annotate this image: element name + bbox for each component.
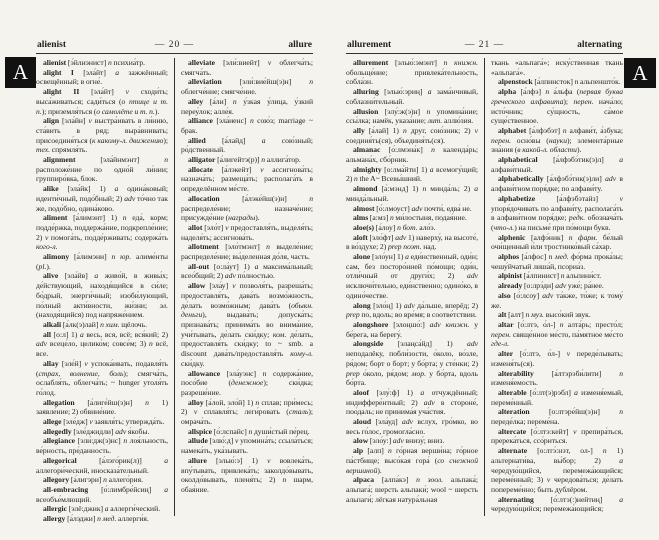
headword: alike	[43, 184, 59, 194]
headword: allegation	[43, 397, 75, 407]
dictionary-entry: alter [о́:лтэ, о́л-] v переде́лывать; изменя́ть(ся).	[491, 349, 623, 368]
headword: alleviate	[188, 58, 215, 67]
dictionary-entry: alike [эла́йк] 1) a одина́ковый; иденти́чный, подо́бный; 2) adv то́чно так же, подо́бно, одина́ково.	[36, 184, 168, 213]
column-rule	[174, 58, 175, 516]
dictionary-entry: allocate [а́лэкейт] v ассигнова́ть; назнача́ть; размеща́ть; располага́ть в определённом ме́сте.	[181, 164, 314, 194]
dictionary-entry: alight II [эла́йт] v сходи́ть; выса́живаться; сади́ться (о птице и т. п.); приземля́ться (о самолёте и т. п.).	[36, 87, 169, 116]
dictionary-entry: align [эла́йн] v выстра́ивать в ли́нию, ста́вить в ряд; выра́внивать; присоединя́ться (к какому-л. движению); тех. спрямля́ть.	[36, 116, 168, 155]
headword: alternate	[498, 446, 528, 456]
dictionary-entry: allure [элью́:э] 1) v вовлека́ть, впу́тывать, привлека́ть; заколдо́вывать, околдо́вывать, пленя́ть; 2) n шарм, обая́ние.	[181, 455, 313, 494]
text-column	[491, 58, 623, 516]
dictionary-entry: allege [эле́дж] v заявля́ть; утвержда́ть.	[43, 417, 165, 427]
headword: alp	[353, 446, 364, 456]
dictionary-entry: altercate [о́:лтэ:кейт] v препира́ться, пререка́ться, ссо́риться.	[491, 426, 623, 446]
headword: allergy	[43, 514, 66, 524]
headword: allay	[43, 358, 59, 368]
headword: already	[498, 281, 523, 291]
headword: alive	[43, 271, 59, 281]
headword: allegorical	[43, 455, 77, 465]
dictionary-entry: along [эло́ң] 1) adv да́льше, вперёд; 2) prep по, вдоль; во вре́мя; в соотве́тствии.	[346, 300, 478, 320]
dictionary-entry: alongside [элаңса́йд] 1) adv неподалёку, побли́зости, о́коло, во́зле, ря́дом; борт о борт; у бо́рта; у сте́нки; 2) prep о́коло, ря́дом; мор. у бо́рта, вдоль бо́рта.	[346, 339, 479, 388]
headword: align	[43, 116, 60, 126]
headword: allure	[188, 455, 207, 465]
headword: alpenstock	[498, 77, 533, 87]
margin-letter-tab-left	[5, 57, 36, 88]
headword: all	[43, 329, 52, 339]
dictionary-entry: alligator [а́лигейтэ(р)] n аллига́тор.	[188, 155, 301, 165]
headword: alphabetize	[498, 193, 536, 203]
headword: alleviation	[188, 77, 222, 87]
headword: alpha	[498, 87, 517, 97]
dictionary-entry: alterable [о́:лт(э)рэбл] a изменя́емый, переме́нный.	[491, 387, 624, 407]
dictionary-entry: allot [эло́т] v предоставля́ть, выделя́ть; наделя́ть; ассигнова́ть.	[181, 222, 313, 242]
dictionary-entry: almond [а́:мэнд] 1) n минда́ль; 2) a минда́льный.	[346, 184, 478, 203]
headword: allurement	[353, 58, 389, 67]
headword: aliment	[43, 213, 68, 223]
headword: alongside	[353, 339, 384, 349]
dictionary-entry: alienist [э́йлиэнист] n психиа́тр.	[43, 58, 146, 67]
margin-letter: A	[12, 60, 29, 84]
dictionary-entry: allusion [элу́:ж(э)н] n упомина́ние; ссы́лка; намёк, указа́ние; лит. аллю́зия.	[346, 106, 479, 126]
headword: aloft	[353, 232, 368, 242]
headword: allocation	[188, 193, 220, 203]
headword: ally	[353, 125, 365, 135]
running-head	[346, 40, 623, 54]
headword: alt	[498, 310, 507, 320]
headword: alpaca	[353, 475, 375, 485]
dictionary-entry: alpha [а́лфэ] n а́льфа (первая буква греческого алфавита); перен. нача́ло; исто́чник; су́щность, са́мое суще́ственное.	[491, 87, 624, 126]
dictionary-entry: alliance [эла́иенс] n сою́з; marriage ~ брак.	[181, 116, 313, 135]
dictionary-entry: already [о:лрэ́ди] adv уже́; ра́нее.	[498, 281, 604, 291]
guide-word-first: allurement	[347, 40, 392, 50]
dictionary-entry: all [о:л] 1) a весь, вся, всё; вся́кий; 2) adv всеце́ло, целико́м; совсе́м; 3) n всё, все.	[36, 329, 169, 359]
headword: alignment	[43, 155, 76, 165]
dictionary-entry: allegiance [эли́:дж(э)нс] n лоя́льность, ве́рность, пре́данность.	[36, 436, 169, 456]
headword: aloe(s)	[353, 222, 375, 232]
dictionary-entry: all-out [о:ла́ут] 1) a максима́льный; всео́бщий; 2) adv по́лностью.	[181, 261, 313, 281]
guide-word-last: allure	[288, 40, 312, 50]
dictionary-entry: allow [эла́у] v позволя́ть, разреша́ть; предоставля́ть, дава́ть возмо́жность, де́лать возмо́жным; дава́ть (обыкн. деньги), выдава́ть; допуска́ть; признава́ть; принима́ть во внима́ние, учи́тывать, де́лать ски́дку; ком. де́лать, предоставля́ть ски́дку; to ~ smb. a discount дава́ть/предоставля́ть кому-л. ски́дку.	[181, 281, 314, 368]
dictionary-entry: almost [о́:лмоуст] adv почти́, едва́ не.	[353, 203, 472, 213]
dictionary-entry: aloe(s) [а́лоу] n бот. ало́э.	[353, 222, 436, 232]
dictionary-entry: allocation [а́лэке́йш(э)н] n распределе́ние; назначе́ние; присужде́ние (награды).	[181, 193, 314, 223]
headword: alphabet	[498, 125, 527, 135]
page-body	[36, 58, 314, 524]
headword: all-embracing	[43, 484, 89, 494]
dictionary-page-right	[346, 40, 623, 516]
headword: allege	[43, 417, 62, 427]
headword: alter	[498, 349, 514, 359]
headword: almanac	[353, 145, 381, 155]
dictionary-entry: almanac [о́:лмэна́к] n календа́рь; альмана́х, сбо́рник.	[346, 145, 479, 165]
headword: alow	[353, 436, 369, 446]
dictionary-entry: ally [а́лай] 1) n друг, сою́зник; 2) v соединя́ть(ся), объединя́ть(ся).	[346, 125, 478, 145]
dictionary-entry: alp [алп] n го́рная верши́на; го́рное па́стбище; высо́кая гора́ (со снежной вершиной).	[346, 446, 479, 475]
dictionary-entry: alteration [о:лтэре́йш(э)н] n переде́лка; переме́на.	[491, 407, 623, 427]
headword: allegiance	[43, 436, 76, 446]
column-rule	[484, 58, 485, 516]
headword: altercate	[498, 426, 527, 436]
headword: almond	[353, 184, 378, 194]
dictionary-entry: alpaca [алпа́кэ] n зоол. альпака́; альпага́; шерсть альпаки́; wool ~ шерсть альпаги́; лёгкая натура́льная	[346, 475, 478, 504]
headword: alloy	[188, 397, 204, 407]
headword: alkali	[43, 319, 62, 329]
headword: also	[498, 290, 511, 300]
headword: alongshore	[353, 319, 389, 329]
dictionary-entry: alleviate [эли́:виейт] v облегча́ть; смягча́ть.	[181, 58, 313, 77]
entry-continuation: ткань «альпага́»; иску́ственная ткань «альпага́».	[491, 58, 623, 77]
headword: allergic	[43, 504, 68, 514]
headword: alphabetical	[498, 155, 538, 165]
headword: alphos	[498, 252, 520, 262]
headword: almighty	[353, 164, 382, 174]
dictionary-entry: alternate [о:лтэ́:нэт, ол-] n 1) альтернати́ва, вы́бор; 2) a чередую́щийся, перемежа́ющийся; переме́нный; 3) v чередова́ться; де́лать попереме́нно; быть дублёром.	[491, 446, 624, 494]
dictionary-page-left	[36, 40, 314, 524]
dictionary-entry: alphabetize [а́лфэбэтайз] v упоря́дочивать по алфави́ту, располага́ть в алфави́тном поря́дке; редк. обознача́ть (что-л.) на письме́ при по́мощи букв.	[491, 193, 624, 232]
dictionary-entry: alive [эла́йв] a живо́й, в живы́х; де́йствующий, находя́щийся в си́ле; бо́дрый, энерги́чный; изоби́лующий, по́лный акти́вности, жи́зни; эл. (находя́щийся) под напряже́нием.	[36, 271, 168, 320]
dictionary-entry: alloy [а́лой, эло́й] 1) n сплав; при́месь; 2) v сплавля́ть; леги́ровать (сталь); омрача́ть.	[181, 397, 313, 427]
dictionary-entry: allegory [а́лигэри] n аллего́рия.	[43, 475, 143, 485]
dictionary-entry: allegedly [эле́джидли] adv я́кобы.	[43, 426, 150, 436]
headword: almost	[353, 203, 375, 213]
dictionary-entry: alpinist [а́лпинист] n альпини́ст.	[498, 271, 602, 281]
dictionary-entry: allied [а́лайд] a сою́зный; ро́дственный.	[181, 135, 313, 155]
dictionary-entry: alight I [эла́йт] a зажжённый; освещённый; в огне́.	[36, 67, 168, 87]
text-column	[36, 58, 169, 524]
headword: alphenic	[498, 232, 526, 242]
dictionary-entry: allowance [эла́уэнс] n содержа́ние, посо́бие (денежное); ски́дка; разреше́ние.	[181, 368, 313, 397]
headword: allow	[188, 281, 206, 291]
headword: allowance	[188, 368, 221, 378]
guide-word-last: alternating	[577, 40, 622, 50]
headword: allude	[188, 436, 208, 446]
dictionary-entry: alpenstock [а́лпинсток] n альпеншто́к.	[498, 77, 621, 87]
dictionary-entry: alphabetically [а́лфэбэ́тик(э)ли] adv в алфави́тном поря́дке; по алфави́ту.	[491, 174, 623, 194]
headword: alone	[353, 252, 371, 262]
dictionary-entry: aloft [эло́фт] adv 1) наверху́, на высоте́, в во́здухе; 2) prep поэт. над.	[346, 232, 478, 252]
dictionary-entry: all-embracing [о́:лимбре́йсиң] a всеобъе́млющий.	[36, 484, 168, 504]
headword: alienist	[43, 58, 67, 67]
dictionary-entry: allurement [элью́:эмэнт] n книжн. обольще́ние; привлека́тельность, собла́зн.	[346, 58, 478, 87]
headword: alligator	[188, 155, 216, 165]
headword: alternating	[498, 494, 534, 504]
headword: alms	[353, 213, 369, 223]
headword: aloof	[353, 387, 370, 397]
headword: alight I	[43, 67, 74, 77]
headword: allotment	[188, 242, 219, 252]
headword: along	[353, 300, 371, 310]
dictionary-entry: alphabet [а́лфэбэт] n алфави́т, а́збука; перен. осно́вы (науки); элемента́рные зна́ния (в какой-л. области).	[491, 125, 624, 155]
dictionary-entry: alms [а:мз] n ми́лостыня, подая́ние.	[353, 213, 467, 223]
margin-letter-tab-right	[624, 58, 656, 88]
headword: alley	[188, 96, 204, 106]
headword: allied	[188, 135, 206, 145]
dictionary-entry: aloof [элу́:ф] 1) a отчуждённый; индиффере́нтный; 2) adv в стороне́, поо́даль; не принима́я уча́стия.	[346, 387, 479, 417]
dictionary-entry: alkali [а́лк(э)лай] n хим. щёлочь.	[43, 319, 147, 329]
dictionary-entry: allotment [эло́тмэнт] n выделе́ние; распределе́ние; вы́деленная до́ля, часть.	[181, 242, 314, 262]
headword: aloud	[353, 417, 372, 427]
headword: allegedly	[43, 426, 72, 436]
headword: allot	[188, 222, 203, 232]
dictionary-entry: alone [эло́ун] 1) a еди́нственный, оди́н; сам, без посторо́нней по́мощи; оди́н, отли́чный от други́х; 2) adv исключи́тельно, еди́нственно; одино́ко, в одино́честве.	[346, 252, 479, 300]
page-number: — 21 —	[464, 40, 505, 50]
headword: allusion	[353, 106, 379, 116]
dictionary-entry: aliment [а́лимэнт] 1) n еда́, корм; подде́ржка, поддержа́ние, подкрепле́ние; 2) v помога́ть, подде́рживать; содержа́ть кого-л.	[36, 213, 168, 252]
dictionary-entry: allegation [а́лиге́йш(э)н] n 1) заявле́ние; 2) обвине́ние.	[36, 397, 168, 417]
headword: altar	[498, 319, 514, 329]
headword: alpinist	[498, 271, 523, 281]
dictionary-entry: aloud [эла́уд] adv вслух, гро́мко, во весь го́лос, громогла́сно.	[346, 417, 478, 436]
dictionary-entry: alternating [о́:лтэ(:)нейтиң] a чередую́щийся; перемежа́ющийся;	[491, 494, 623, 514]
dictionary-entry: alleviation [эли́:вие́йш(э)н] n облегче́ние; смягче́ние.	[181, 77, 313, 97]
text-column	[181, 58, 313, 516]
dictionary-entry: alterability [а́лтэрэби́лити] n изменя́емость.	[491, 368, 623, 388]
dictionary-entry: allergy [а́лэджи] n мед. аллерги́я.	[43, 514, 149, 524]
headword: all-out	[188, 261, 210, 271]
dictionary-entry: alley [а́ли] n у́зкая у́лица, у́зкий переу́лок; алле́я.	[181, 96, 314, 116]
dictionary-entry: alow [эло́у:] adv внизу́; вниз.	[353, 436, 445, 446]
page-number: — 20 —	[154, 40, 195, 50]
headword: alphabetically	[498, 174, 544, 184]
margin-letter: A	[632, 60, 648, 85]
dictionary-entry: allspice [о́:лспайс] n души́стый пе́рец.	[188, 426, 310, 436]
headword: alteration	[498, 407, 530, 417]
running-head	[36, 40, 313, 54]
text-column	[346, 58, 478, 516]
headword: allegory	[43, 475, 70, 485]
dictionary-entry: also [о́:лсоу] adv та́кже, то́же; к тому́ же.	[491, 290, 623, 310]
headword: allspice	[188, 426, 213, 436]
page-body	[346, 58, 623, 516]
dictionary-entry: alimony [а́лимэни] n юр. алиме́нты (pl.).	[36, 252, 168, 271]
dictionary-entry: alphos [а́лфос] n мед. фо́рма прока́зы; чешу́йчатый лиша́й, псориа́з.	[491, 252, 624, 271]
dictionary-entry: alluring [элью́:эриң] a зама́нчивый, соблазни́тельный.	[346, 87, 478, 106]
headword: alterability	[498, 368, 534, 378]
dictionary-entry: almighty [о:лма́йти] 1) a всемогу́щий; 2) n the A~ Всевы́шний.	[346, 164, 479, 184]
headword: alight II	[43, 87, 80, 97]
headword: alterable	[498, 387, 527, 397]
headword: alimony	[43, 252, 70, 262]
dictionary-entry: alphenic [алфэ́ник] n фарм. бе́лый очи́щенный и́ли тростнико́вый са́хар.	[491, 232, 623, 252]
dictionary-entry: alphabetical [а́лфэбэ́тик(э)л] a алфави́тный.	[491, 155, 624, 174]
headword: alliance	[188, 116, 213, 126]
dictionary-entry: alongshore [элоңшо́:] adv книжн. у бе́рега, на берегу́.	[346, 319, 478, 339]
dictionary-entry: alt [алт] n муз. высо́кий звук.	[498, 310, 591, 320]
dictionary-entry: allergic [элё:джик] a аллерги́ческий.	[43, 504, 161, 514]
dictionary-entry: allegorical [а́лэго́рик(л)] a аллегори́ческий, иносказа́тельный.	[36, 455, 168, 475]
headword: alluring	[353, 87, 379, 97]
dictionary-entry: allude [элю́:д] v упомина́ть; ссыла́ться; намека́ть, ука́зывать.	[181, 436, 313, 456]
dictionary-entry: altar [о́:лтэ, о́л-] n алта́рь; престо́л; перен. свяще́нное ме́сто, па́мятное ме́сто где-л.	[491, 319, 623, 349]
headword: allocate	[188, 164, 213, 174]
dictionary-entry: allay [эле́й] v успока́ивать, подавля́ть (страх, волнение, боль); смягча́ть, ослабля́ть, облегча́ть; ~ hunger утоля́ть го́лод.	[36, 358, 169, 397]
guide-word-first: alienist	[37, 40, 67, 50]
dictionary-entry: alignment [эла́йнмэнт] n расположе́ние по одно́й ли́нии; группиро́вка, блок.	[36, 155, 168, 184]
